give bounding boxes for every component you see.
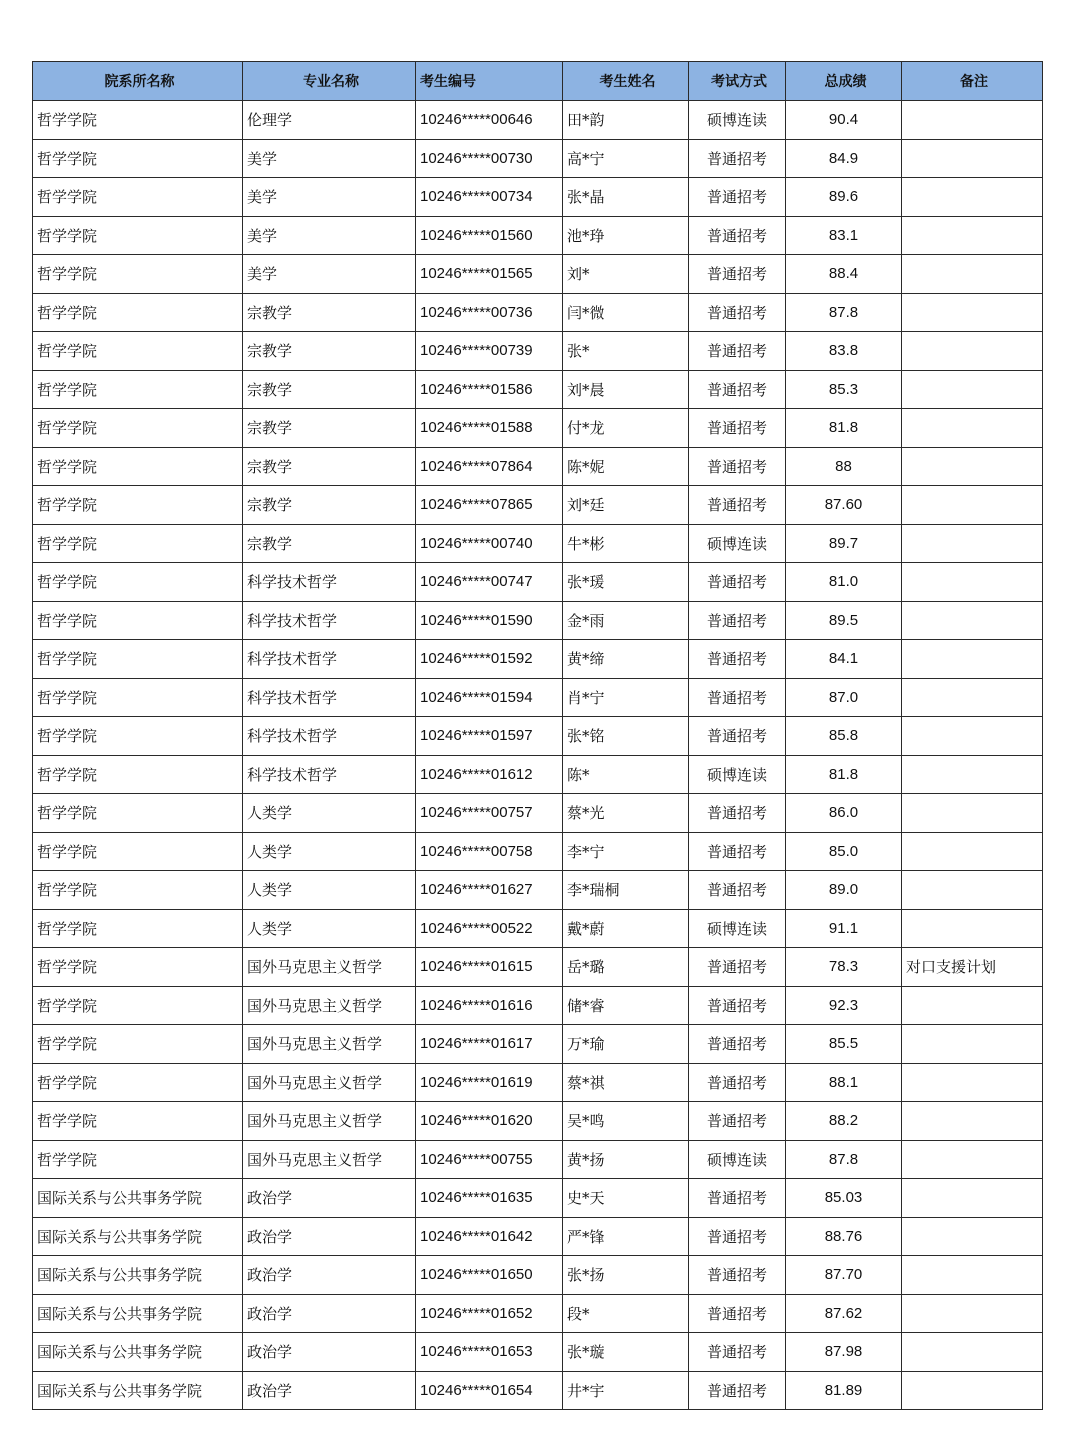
cell-total-score: 87.8 [786,293,902,332]
cell-remarks [902,1294,1043,1333]
table-row [33,370,1043,409]
cell-exam-type: 普通招考 [689,370,786,409]
cell-candidate-id: 10246*****01654 [416,1371,563,1410]
cell-candidate-id: 10246*****01617 [416,1025,563,1064]
cell-candidate-id: 10246*****01560 [416,216,563,255]
cell-remarks [902,1371,1043,1410]
table-row [33,755,1043,794]
cell-exam-type: 普通招考 [689,601,786,640]
cell-total-score: 81.8 [786,409,902,448]
cell-total-score: 91.1 [786,909,902,948]
cell-remarks [902,293,1043,332]
cell-exam-type: 普通招考 [689,1063,786,1102]
cell-exam-type: 普通招考 [689,332,786,371]
cell-candidate-id: 10246*****00739 [416,332,563,371]
cell-candidate-id: 10246*****01565 [416,255,563,294]
cell-total-score: 89.5 [786,601,902,640]
cell-remarks [902,255,1043,294]
table-row [33,178,1043,217]
cell-department: 哲学学院 [33,755,243,794]
cell-candidate-id: 10246*****01586 [416,370,563,409]
cell-exam-type: 普通招考 [689,216,786,255]
cell-remarks [902,1217,1043,1256]
cell-remarks [902,409,1043,448]
table-row [33,1179,1043,1218]
cell-major: 美学 [243,139,416,178]
cell-department: 哲学学院 [33,524,243,563]
cell-department: 国际关系与公共事务学院 [33,1333,243,1372]
cell-department: 哲学学院 [33,563,243,602]
cell-candidate-id: 10246*****01620 [416,1102,563,1141]
cell-candidate-id: 10246*****07864 [416,447,563,486]
cell-candidate-id: 10246*****01615 [416,948,563,987]
table-row [33,678,1043,717]
cell-candidate-name: 池*琤 [563,216,689,255]
cell-major: 国外马克思主义哲学 [243,1063,416,1102]
cell-major: 美学 [243,178,416,217]
cell-total-score: 81.0 [786,563,902,602]
cell-total-score: 89.7 [786,524,902,563]
cell-department: 国际关系与公共事务学院 [33,1294,243,1333]
cell-candidate-id: 10246*****00736 [416,293,563,332]
cell-department: 哲学学院 [33,1102,243,1141]
cell-department: 哲学学院 [33,1063,243,1102]
table-row [33,1063,1043,1102]
cell-candidate-name: 蔡*祺 [563,1063,689,1102]
cell-candidate-name: 肖*宁 [563,678,689,717]
cell-major: 伦理学 [243,101,416,140]
table-row [33,1140,1043,1179]
cell-total-score: 89.0 [786,871,902,910]
cell-department: 哲学学院 [33,986,243,1025]
table-row [33,1294,1043,1333]
header-candidate-id: 考生编号 [416,62,563,101]
cell-total-score: 83.1 [786,216,902,255]
table-row [33,832,1043,871]
table-row [33,1025,1043,1064]
cell-candidate-name: 史*天 [563,1179,689,1218]
cell-total-score: 85.3 [786,370,902,409]
cell-major: 国外马克思主义哲学 [243,1102,416,1141]
cell-department: 哲学学院 [33,640,243,679]
cell-remarks [902,794,1043,833]
cell-candidate-name: 李*瑞桐 [563,871,689,910]
table-row [33,1102,1043,1141]
cell-total-score: 90.4 [786,101,902,140]
header-row [33,62,1043,101]
cell-total-score: 87.0 [786,678,902,717]
cell-remarks [902,447,1043,486]
cell-remarks [902,1140,1043,1179]
cell-remarks [902,486,1043,525]
cell-major: 国外马克思主义哲学 [243,1025,416,1064]
cell-remarks [902,332,1043,371]
table-row [33,1333,1043,1372]
cell-department: 哲学学院 [33,101,243,140]
table-row [33,794,1043,833]
table-row [33,293,1043,332]
cell-candidate-name: 井*宇 [563,1371,689,1410]
cell-candidate-name: 付*龙 [563,409,689,448]
cell-candidate-name: 刘*廷 [563,486,689,525]
header-major: 专业名称 [243,62,416,101]
cell-total-score: 92.3 [786,986,902,1025]
cell-major: 宗教学 [243,409,416,448]
cell-major: 政治学 [243,1179,416,1218]
cell-candidate-name: 张*璇 [563,1333,689,1372]
cell-exam-type: 普通招考 [689,563,786,602]
cell-total-score: 88.2 [786,1102,902,1141]
cell-total-score: 87.8 [786,1140,902,1179]
cell-total-score: 85.03 [786,1179,902,1218]
cell-candidate-name: 段* [563,1294,689,1333]
cell-exam-type: 普通招考 [689,948,786,987]
cell-major: 科学技术哲学 [243,678,416,717]
cell-exam-type: 普通招考 [689,1371,786,1410]
cell-exam-type: 硕博连读 [689,755,786,794]
cell-exam-type: 普通招考 [689,986,786,1025]
cell-exam-type: 普通招考 [689,255,786,294]
cell-total-score: 86.0 [786,794,902,833]
cell-exam-type: 普通招考 [689,678,786,717]
cell-department: 国际关系与公共事务学院 [33,1179,243,1218]
cell-major: 宗教学 [243,524,416,563]
cell-candidate-name: 张*铭 [563,717,689,756]
cell-department: 哲学学院 [33,678,243,717]
cell-candidate-id: 10246*****00755 [416,1140,563,1179]
cell-total-score: 88 [786,447,902,486]
cell-major: 政治学 [243,1294,416,1333]
cell-major: 人类学 [243,794,416,833]
cell-major: 政治学 [243,1256,416,1295]
header-candidate-name: 考生姓名 [563,62,689,101]
table-row [33,1371,1043,1410]
cell-exam-type: 普通招考 [689,447,786,486]
cell-remarks [902,640,1043,679]
cell-exam-type: 普通招考 [689,293,786,332]
cell-exam-type: 硕博连读 [689,524,786,563]
cell-exam-type: 普通招考 [689,871,786,910]
cell-total-score: 88.1 [786,1063,902,1102]
cell-department: 哲学学院 [33,1025,243,1064]
cell-department: 哲学学院 [33,486,243,525]
cell-exam-type: 普通招考 [689,1102,786,1141]
cell-total-score: 81.8 [786,755,902,794]
cell-major: 国外马克思主义哲学 [243,948,416,987]
cell-major: 科学技术哲学 [243,755,416,794]
cell-candidate-name: 黄*扬 [563,1140,689,1179]
cell-candidate-name: 张*瑗 [563,563,689,602]
cell-exam-type: 普通招考 [689,486,786,525]
cell-candidate-name: 张*晶 [563,178,689,217]
cell-remarks [902,871,1043,910]
cell-department: 哲学学院 [33,178,243,217]
cell-remarks [902,678,1043,717]
cell-major: 宗教学 [243,447,416,486]
cell-candidate-name: 金*雨 [563,601,689,640]
cell-exam-type: 硕博连读 [689,101,786,140]
cell-remarks [902,370,1043,409]
cell-remarks [902,832,1043,871]
cell-remarks [902,717,1043,756]
cell-exam-type: 普通招考 [689,1294,786,1333]
cell-candidate-id: 10246*****01653 [416,1333,563,1372]
cell-department: 哲学学院 [33,717,243,756]
cell-remarks [902,986,1043,1025]
admission-results-table [32,61,1043,1410]
cell-candidate-id: 10246*****01592 [416,640,563,679]
cell-candidate-name: 岳*璐 [563,948,689,987]
cell-major: 美学 [243,216,416,255]
cell-exam-type: 普通招考 [689,139,786,178]
cell-major: 宗教学 [243,370,416,409]
table-row [33,332,1043,371]
table-row [33,255,1043,294]
header-total-score: 总成绩 [786,62,902,101]
cell-candidate-id: 10246*****00758 [416,832,563,871]
cell-major: 国外马克思主义哲学 [243,1140,416,1179]
cell-department: 哲学学院 [33,332,243,371]
cell-exam-type: 硕博连读 [689,1140,786,1179]
cell-major: 科学技术哲学 [243,601,416,640]
cell-candidate-name: 闫*微 [563,293,689,332]
cell-major: 国外马克思主义哲学 [243,986,416,1025]
table-row [33,524,1043,563]
header-exam-type: 考试方式 [689,62,786,101]
cell-candidate-id: 10246*****01588 [416,409,563,448]
cell-total-score: 85.8 [786,717,902,756]
cell-exam-type: 普通招考 [689,178,786,217]
cell-candidate-name: 刘* [563,255,689,294]
cell-candidate-id: 10246*****01635 [416,1179,563,1218]
table-row [33,409,1043,448]
table-row [33,101,1043,140]
cell-total-score: 88.4 [786,255,902,294]
cell-exam-type: 普通招考 [689,832,786,871]
cell-major: 科学技术哲学 [243,640,416,679]
cell-department: 哲学学院 [33,139,243,178]
cell-department: 国际关系与公共事务学院 [33,1217,243,1256]
cell-major: 宗教学 [243,293,416,332]
header-remarks: 备注 [902,62,1043,101]
cell-candidate-name: 黄*缔 [563,640,689,679]
cell-exam-type: 普通招考 [689,1025,786,1064]
cell-major: 科学技术哲学 [243,717,416,756]
cell-major: 人类学 [243,832,416,871]
cell-total-score: 87.60 [786,486,902,525]
cell-remarks [902,909,1043,948]
cell-major: 宗教学 [243,486,416,525]
cell-exam-type: 普通招考 [689,1333,786,1372]
cell-department: 哲学学院 [33,216,243,255]
table-row [33,717,1043,756]
table-row [33,486,1043,525]
cell-remarks [902,1025,1043,1064]
cell-candidate-id: 10246*****01642 [416,1217,563,1256]
table-row [33,563,1043,602]
cell-candidate-id: 10246*****00734 [416,178,563,217]
cell-exam-type: 普通招考 [689,1217,786,1256]
table-row [33,447,1043,486]
cell-total-score: 78.3 [786,948,902,987]
cell-exam-type: 普通招考 [689,794,786,833]
cell-department: 哲学学院 [33,293,243,332]
cell-major: 人类学 [243,871,416,910]
cell-exam-type: 普通招考 [689,1179,786,1218]
cell-candidate-name: 高*宁 [563,139,689,178]
cell-major: 人类学 [243,909,416,948]
cell-remarks [902,1102,1043,1141]
cell-exam-type: 普通招考 [689,1256,786,1295]
cell-candidate-id: 10246*****01650 [416,1256,563,1295]
cell-candidate-id: 10246*****01652 [416,1294,563,1333]
cell-candidate-name: 严*锋 [563,1217,689,1256]
cell-department: 哲学学院 [33,948,243,987]
cell-major: 科学技术哲学 [243,563,416,602]
cell-department: 哲学学院 [33,1140,243,1179]
cell-department: 哲学学院 [33,370,243,409]
cell-department: 哲学学院 [33,909,243,948]
cell-department: 哲学学院 [33,409,243,448]
cell-remarks [902,1063,1043,1102]
table-row [33,601,1043,640]
header-department: 院系所名称 [33,62,243,101]
cell-remarks [902,601,1043,640]
cell-candidate-name: 张* [563,332,689,371]
cell-remarks [902,139,1043,178]
table-row [33,948,1043,987]
cell-candidate-id: 10246*****00747 [416,563,563,602]
cell-remarks: 对口支援计划 [902,948,1043,987]
cell-candidate-id: 10246*****07865 [416,486,563,525]
cell-candidate-id: 10246*****01594 [416,678,563,717]
cell-total-score: 84.9 [786,139,902,178]
cell-candidate-name: 陈* [563,755,689,794]
cell-major: 政治学 [243,1333,416,1372]
cell-candidate-name: 刘*晨 [563,370,689,409]
cell-candidate-id: 10246*****01597 [416,717,563,756]
cell-candidate-id: 10246*****00730 [416,139,563,178]
cell-remarks [902,755,1043,794]
cell-candidate-name: 蔡*光 [563,794,689,833]
cell-department: 哲学学院 [33,871,243,910]
cell-exam-type: 普通招考 [689,409,786,448]
cell-major: 政治学 [243,1217,416,1256]
table-row [33,871,1043,910]
cell-candidate-name: 陈*妮 [563,447,689,486]
cell-department: 国际关系与公共事务学院 [33,1256,243,1295]
cell-candidate-id: 10246*****01616 [416,986,563,1025]
cell-remarks [902,524,1043,563]
table-row [33,909,1043,948]
cell-total-score: 87.70 [786,1256,902,1295]
cell-total-score: 85.0 [786,832,902,871]
table-row [33,216,1043,255]
cell-total-score: 87.98 [786,1333,902,1372]
table-row [33,640,1043,679]
cell-candidate-name: 李*宁 [563,832,689,871]
cell-candidate-id: 10246*****00522 [416,909,563,948]
cell-department: 国际关系与公共事务学院 [33,1371,243,1410]
cell-major: 宗教学 [243,332,416,371]
cell-candidate-id: 10246*****00646 [416,101,563,140]
cell-total-score: 84.1 [786,640,902,679]
cell-candidate-name: 田*韵 [563,101,689,140]
cell-department: 哲学学院 [33,794,243,833]
cell-remarks [902,101,1043,140]
table-row [33,986,1043,1025]
cell-department: 哲学学院 [33,447,243,486]
cell-exam-type: 硕博连读 [689,909,786,948]
cell-major: 美学 [243,255,416,294]
cell-remarks [902,178,1043,217]
cell-total-score: 81.89 [786,1371,902,1410]
cell-candidate-name: 万*瑜 [563,1025,689,1064]
table-row [33,139,1043,178]
cell-remarks [902,563,1043,602]
cell-candidate-name: 牛*彬 [563,524,689,563]
table-row [33,1217,1043,1256]
cell-remarks [902,1179,1043,1218]
cell-candidate-name: 吴*鸣 [563,1102,689,1141]
cell-candidate-id: 10246*****01627 [416,871,563,910]
cell-candidate-id: 10246*****01619 [416,1063,563,1102]
cell-candidate-id: 10246*****00740 [416,524,563,563]
cell-total-score: 83.8 [786,332,902,371]
cell-department: 哲学学院 [33,601,243,640]
cell-candidate-name: 张*扬 [563,1256,689,1295]
cell-total-score: 89.6 [786,178,902,217]
cell-candidate-id: 10246*****01590 [416,601,563,640]
cell-remarks [902,1256,1043,1295]
cell-remarks [902,216,1043,255]
cell-total-score: 87.62 [786,1294,902,1333]
cell-candidate-name: 戴*蔚 [563,909,689,948]
cell-total-score: 85.5 [786,1025,902,1064]
cell-department: 哲学学院 [33,255,243,294]
table-row [33,1256,1043,1295]
cell-candidate-id: 10246*****00757 [416,794,563,833]
cell-department: 哲学学院 [33,832,243,871]
cell-total-score: 88.76 [786,1217,902,1256]
cell-exam-type: 普通招考 [689,717,786,756]
cell-candidate-id: 10246*****01612 [416,755,563,794]
cell-major: 政治学 [243,1371,416,1410]
cell-remarks [902,1333,1043,1372]
cell-candidate-name: 储*睿 [563,986,689,1025]
cell-exam-type: 普通招考 [689,640,786,679]
